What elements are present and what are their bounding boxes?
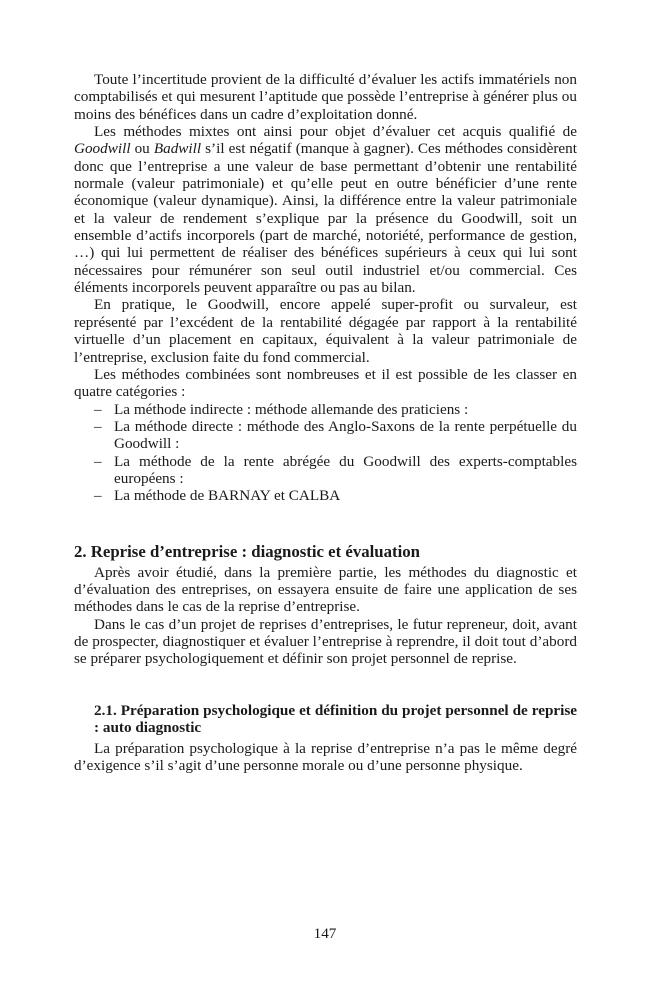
subsection-heading-2-1: 2.1. Préparation psychologique et définition du projet personnel de reprise : auto diagnostic	[94, 701, 577, 737]
term-badwill: Badwill	[153, 140, 202, 158]
dash-bullet-icon: –	[94, 487, 102, 505]
list-item	[74, 401, 577, 418]
section-heading-2: 2. Reprise d’entreprise : diagnostic et évaluation	[74, 541, 420, 561]
paragraph-uncertainty: Toute l’incertitude provient de la difficulté d’évaluer les actifs immatériels non comptabilisés et qui mesurent l’aptitude que possède l’entreprise à générer plus ou moins des bénéfices dans un cadre d’exploitation donné.	[74, 71, 577, 123]
spacer	[74, 505, 577, 542]
paragraph-in-practice: En pratique, le Goodwill, encore appelé super-profit ou survaleur, est représenté par l’excédent de la rentabilité dégagée par rapport à la rentabilité virtuelle d’un placement en capitaux, équivalent à la valeur patrimoniale de l’entreprise, exclusion faite du fond commercial.	[74, 296, 577, 366]
dash-bullet-icon: –	[94, 452, 102, 470]
paragraph-after-study: Après avoir étudié, dans la première partie, les méthodes du diagnostic et d’évaluation des entreprises, on essayera ensuite de faire une application de ses méthodes dans le cas de la reprise d’entreprise.	[74, 563, 577, 616]
list-item-text: La méthode de BARNAY et CALBA	[114, 487, 341, 505]
list-item-text: La méthode indirecte : méthode allemande des praticiens :	[114, 400, 469, 418]
list-item	[74, 453, 577, 488]
document-page	[74, 71, 577, 775]
methods-list	[74, 401, 577, 505]
list-item-text: La méthode directe : méthode des Anglo-Saxons de la rente perpétuelle du Goodwill :	[114, 417, 577, 453]
list-item-text: La méthode de la rente abrégée du Goodwill des experts-comptables européens :	[114, 452, 577, 487]
term-goodwill: Goodwill	[74, 140, 131, 158]
paragraph-psychological-prep: La préparation psychologique à la reprise d’entreprise n’a pas le même degré d’exigence s’il s’agit d’une personne morale ou d’une personne physique.	[74, 739, 577, 775]
paragraph-text: ou	[130, 140, 154, 158]
paragraph-takeover-project: Dans le cas d’un projet de reprises d’entreprises, le futur repreneur, doit, avant de prospecter, diagnostiquer et évaluer l’entreprise à reprendre, il doit tout d’abord se préparer psychologiquement et définir son projet personnel de reprise.	[74, 615, 577, 668]
paragraph-mixed-methods	[74, 123, 577, 296]
spacer	[74, 668, 577, 702]
dash-bullet-icon: –	[94, 417, 102, 435]
list-item	[74, 418, 577, 453]
paragraph-text: Les méthodes mixtes ont ainsi pour objet d’évaluer cet acquis qualifié de	[94, 123, 577, 141]
page-number: 147	[313, 925, 337, 942]
paragraph-combined-methods: Les méthodes combinées sont nombreuses et il est possible de les classer en quatre catégories :	[74, 365, 577, 401]
list-item	[74, 487, 577, 504]
dash-bullet-icon: –	[94, 400, 102, 418]
paragraph-text: s’il est négatif (manque à gagner). Ces méthodes considèrent donc que l’entreprise a une valeur de base permettant d’obtenir une rentabilité normale (valeur patrimoniale) et qu’elle peut en outre bénéficier d’une rente économique (valeur dynamique). Ainsi, la différence entre la valeur patrimoniale et la valeur de rendement s’explique par la présence du Goodwill, soit un ensemble d’actifs incorporels (part de marché, notoriété, performance de gestion, …) qui lui permettent de réaliser des bénéfices supérieurs à ceux qui lui sont nécessaires pour rémunérer son seul outil industriel et/ou commercial. Ces éléments incorporels peuvent apparaître ou pas au bilan.	[74, 140, 577, 297]
